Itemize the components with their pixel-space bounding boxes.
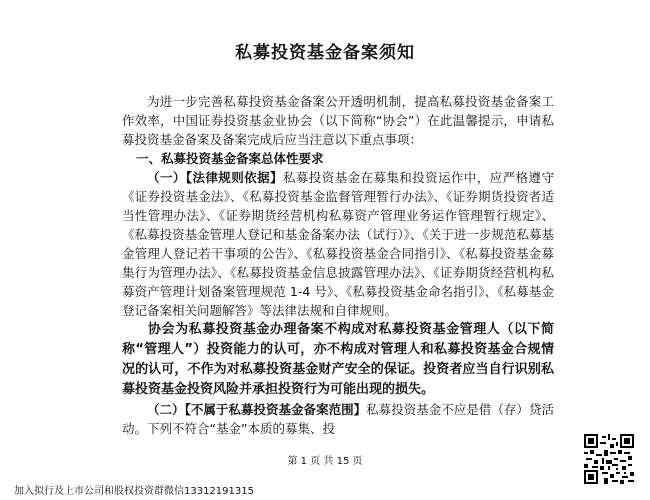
disclaimer-paragraph: 协会为私募投资基金办理备案不构成对私募投资基金管理人（以下简称“管理人”）投资能力的认可，亦不构成对管理人和私募投资基金合规情况的认可，不作为对私募投资基金财产安全的保证。投资者应当自行识别私募投资基金投资风险并承担投资行为可能出现的损失。 xyxy=(122,322,554,397)
item-2-label: （二）【不属于私募投资基金备案范围】 xyxy=(147,402,367,417)
item-2-text: 私募投资基金不应是借（存）贷活动。下列不符合“基金”本质的募集、投 xyxy=(122,402,554,436)
item-1-label: （一）【法律规则依据】 xyxy=(147,170,283,185)
section-heading: 一、私募投资基金备案总体性要求 xyxy=(136,151,324,166)
item-1-text: 私募投资基金在募集和投资运作中，应严格遵守《证券投资基金法》、《私募投资基金监督管理暂行办法》、《证券期货投资者适当性管理办法》、《证券期货经营机构私募资产管理业务运作管理暂行规定》、《私募投资基金管理人登记和基金备案办法（试行）》、《关于进一步规范私募基金管理人登记若干事项的公告》、《私募投资基金合同指引》、《私募投资基金募集行为管理办法》、《私募投资基金信息披露管理办法》、《证券期货经营机构私募资产管理计划备案管理规范 1-4 号》、《私募投资基金命名指引》、《私募基金登记备案相关问题解答》等法律法规和自律规则。 xyxy=(122,170,554,318)
document-body xyxy=(122,92,554,438)
qr-code-icon xyxy=(584,434,634,484)
intro-paragraph: 为进一步完善私募投资基金备案公开透明机制，提高私募投资基金备案工作效率，中国证券投资基金业协会（以下简称“协会”）在此温馨提示，申请私募投资基金备案及备案完成后应当注意以下重点事项： xyxy=(122,94,554,147)
footer-advert: 加入拟行及上市公司和股权投资群微信13312191315 xyxy=(14,486,254,497)
document-title: 私募投资基金备案须知 xyxy=(235,43,415,63)
item-1-paragraph xyxy=(122,168,554,320)
item-2-paragraph xyxy=(122,400,554,438)
page-indicator: 第 1 页 共 15 页 xyxy=(287,456,363,467)
